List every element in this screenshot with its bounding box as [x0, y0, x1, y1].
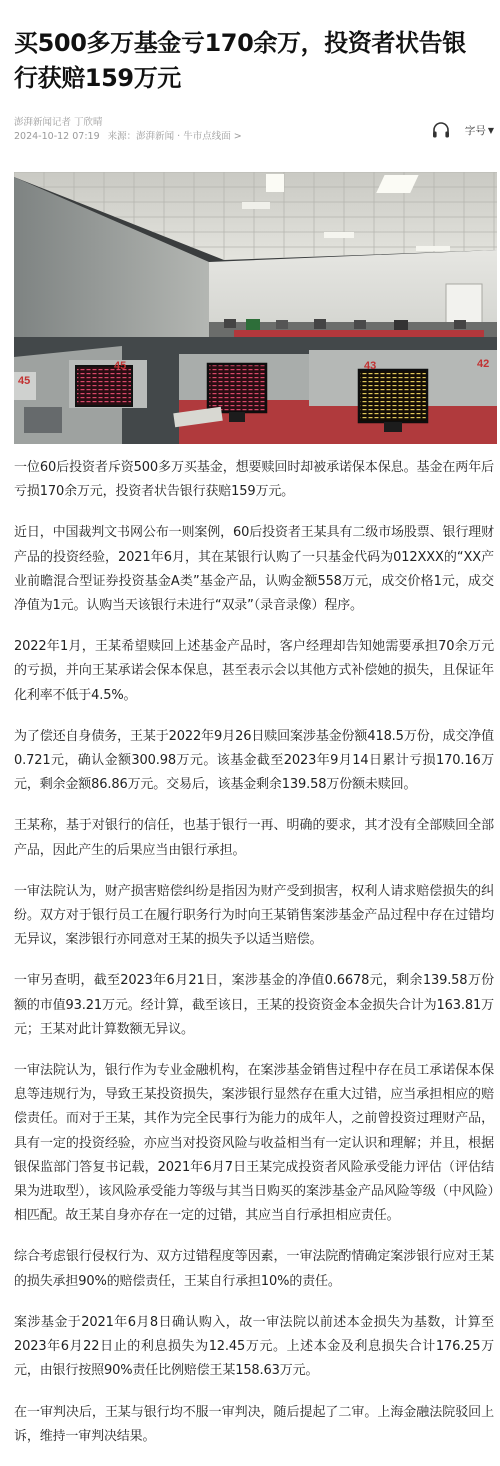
author-line: 澎湃新闻记者 丁欣晴: [14, 117, 103, 128]
article-photo: [14, 172, 497, 444]
font-size-label: 字号: [464, 124, 486, 137]
cubicle-number: 45: [114, 360, 127, 372]
article-title: 买500多万基金亏170余万，投资者状告银行获赔159万元: [14, 29, 466, 93]
article-meta: [14, 116, 242, 144]
font-size-button[interactable]: [465, 123, 494, 138]
headphone-icon[interactable]: [431, 121, 451, 139]
article-paragraph: 近日，中国裁判文书网公布一则案例，60后投资者王某具有二级市场股票、银行理财产品的投资经验，2021年6月，其在某银行认购了一只基金代码为012XXX的“XX产业前瞻混合型证券投资基金A类”基金产品，认购金额558万元，成交价格1元，成交净值为1元。认购当天该银行未进行“双录”（录音录像）程序。: [14, 525, 494, 614]
source-link[interactable]: 来源：澎湃新闻 · 牛市点线面 >: [107, 131, 242, 142]
article-paragraph: 在一审判决后，王某与银行均不服一审判决，随后提起了二审。上海金融法院驳回上诉，维持一审判决结果。: [14, 1404, 494, 1444]
article-paragraph: 王某称，基于对银行的信任，也基于银行一再、明确的要求，其才没有全部赎回全部产品，因此产生的后果应当由银行承担。: [14, 818, 494, 858]
article-paragraph: 案涉基金于2021年6月8日确认购入，故一审法院以前述本金损失为基数，计算至2023年6月22日止的利息损失为12.45万元。上述本金及利息损失合计176.25万元，由银行按照90%责任比例赔偿王某158.63万元。: [14, 1314, 494, 1379]
article-paragraph: 一位60后投资者斥资500多万买基金，想要赎回时却被承诺保本保息。基金在两年后亏损170余万元，投资者状告银行获赔159万元。: [14, 460, 494, 500]
article-body: [14, 456, 494, 1466]
article-paragraph: 一审另查明，截至2023年6月21日，案涉基金的净值0.6678元，剩余139.58万份额的市值93.21万元。经计算，截至该日，王某的投资资金本金损失合计为163.81万元；王某对此计算数额无异议。: [14, 973, 494, 1037]
article-paragraph: 为了偿还自身债务，王某于2022年9月26日赎回案涉基金份额418.5万份，成交净值0.721元，确认金额300.98万元。该基金截至2023年9月14日累计亏损170.16万元，剩余金额86.86万元。交易后，该基金剩余139.58万份额未赎回。: [14, 728, 494, 793]
publish-datetime: 2024-10-12 07:19: [14, 131, 100, 142]
cubicle-number: 42: [477, 358, 490, 370]
date-source-line: [14, 130, 242, 144]
cubicle-number: 45: [18, 375, 31, 387]
article-paragraph: 2022年1月，王某希望赎回上述基金产品时，客户经理却告知她需要承担70余万元的亏损，并向王某承诺会保本保息，甚至表示会以其他方式补偿她的损失，且保证年化利率不低于4.5%。: [14, 639, 494, 703]
article-tools: [431, 121, 494, 139]
article-paragraph: 综合考虑银行侵权行为、双方过错程度等因素，一审法院酌情确定案涉银行应对王某的损失承担90%的赔偿责任，王某自行承担10%的责任。: [14, 1249, 494, 1289]
article-paragraph: 一审法院认为，财产损害赔偿纠纷是指因为财产受到损害，权利人请求赔偿损失的纠纷。双方对于银行员工在履行职务行为时向王某销售案涉基金产品过程中存在过错均无异议，案涉银行亦同意对王某的损失予以适当赔偿。: [14, 883, 494, 948]
chevron-down-icon: ▼: [487, 125, 494, 135]
article-paragraph: 一审法院认为，银行作为专业金融机构，在案涉基金销售过程中存在员工承诺保本保息等违规行为，导致王某投资损失，案涉银行显然存在重大过错，应当承担相应的赔偿责任。而对于王某，其作为完全民事行为能力的成年人，之前曾投资过理财产品，具有一定的投资经验，亦应当对投资风险与收益相当有一定认识和理解；并且，根据银保监部门答复书记载，2021年6月7日王某完成投资者风险承受能力评估（评估结果为进取型），该风险承受能力等级与其当日购买的案涉基金产品风险等级（中风险）相匹配。故王某自身亦存在一定的过错，其应当自行承担相应责任。: [14, 1063, 494, 1224]
cubicle-number: 43: [364, 360, 377, 372]
trading-hall-photo: [14, 172, 497, 444]
